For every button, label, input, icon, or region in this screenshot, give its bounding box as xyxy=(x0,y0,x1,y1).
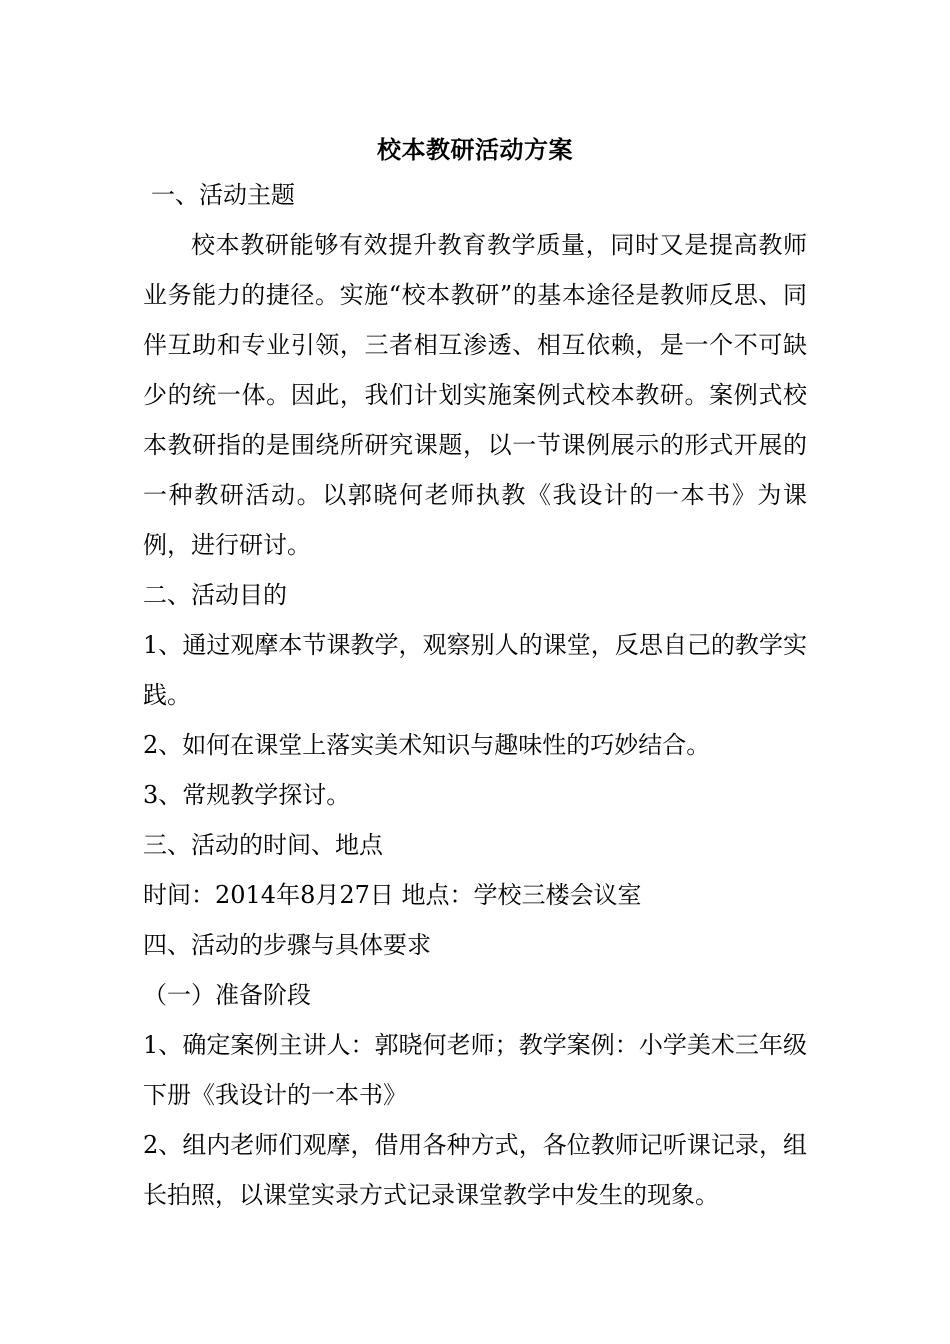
section-heading-time-place: 三、活动的时间、地点 xyxy=(143,831,383,859)
section-heading-theme: 一、活动主题 xyxy=(151,181,295,209)
section-heading-purpose: 二、活动目的 xyxy=(143,581,287,609)
subsection-heading-preparation: （一）准备阶段 xyxy=(143,981,311,1009)
document-title: 校本教研活动方案 xyxy=(377,135,573,164)
purpose-item: 2、如何在课堂上落实美术知识与趣味性的巧妙结合。 xyxy=(143,731,711,759)
theme-paragraph: 校本教研能够有效提升教育教学质量，同时又是提高教师业务能力的捷径。实施“校本教研”的基本途径是教师反思、同伴互助和专业引领，三者相互渗透、相互依赖，是一个不可缺少的统一体。因此，我们计划实施案例式校本教研。案例式校本教研指的是围绕所研究课题，以一节课例展示的形式开展的一种教研活动。以郭晓何老师执教《我设计的一本书》为课例，进行研讨。 xyxy=(143,231,807,559)
document-body xyxy=(143,126,807,1220)
time-place-detail: 时间：2014年8月27日 地点：学校三楼会议室 xyxy=(143,881,642,909)
section-heading-steps: 四、活动的步骤与具体要求 xyxy=(143,931,431,959)
preparation-item: 1、确定案例主讲人：郭晓何老师；教学案例：小学美术三年级下册《我设计的一本书》 xyxy=(143,1031,807,1109)
preparation-item: 2、组内老师们观摩，借用各种方式，各位教师记听课记录，组长拍照，以课堂实录方式记录课堂教学中发生的现象。 xyxy=(143,1131,807,1209)
purpose-item: 1、通过观摩本节课教学，观察别人的课堂，反思自己的教学实践。 xyxy=(143,631,807,709)
purpose-item: 3、常规教学探讨。 xyxy=(143,781,351,809)
